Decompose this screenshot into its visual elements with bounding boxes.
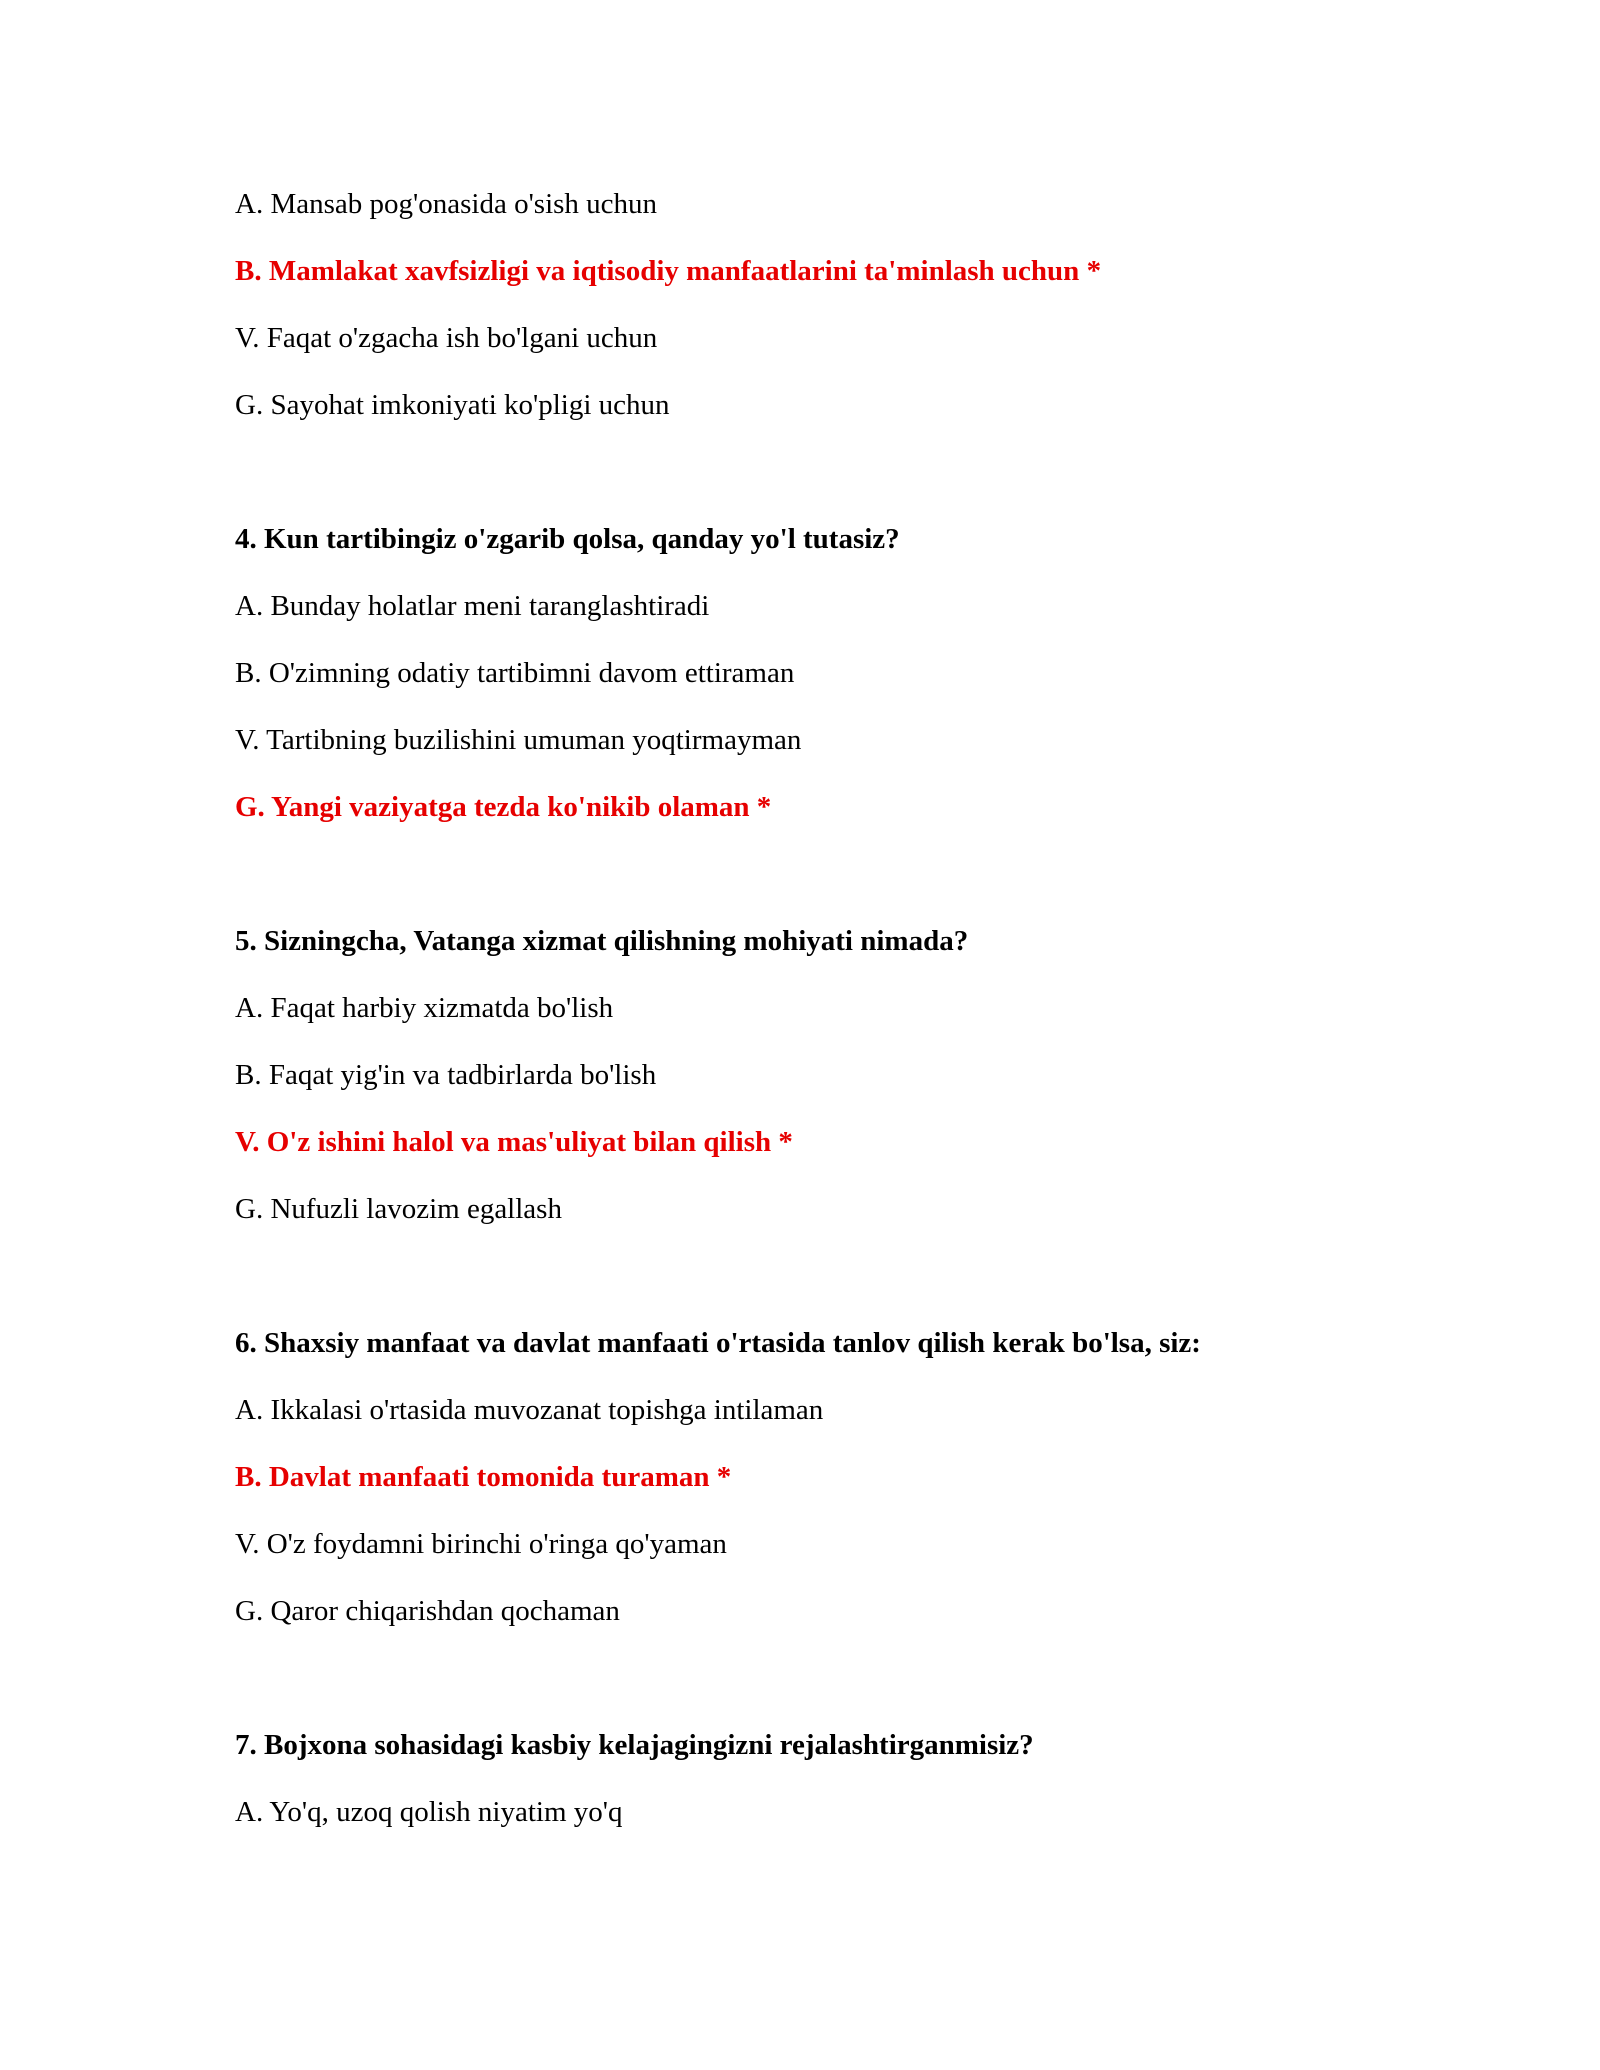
q4-option-b: B. O'zimning odatiy tartibimni davom ettiraman — [235, 657, 795, 689]
q5-option-b: B. Faqat yig'in va tadbirlarda bo'lish — [235, 1059, 657, 1091]
q4-question: 4. Kun tartibingiz o'zgarib qolsa, qanday yo'l tutasiz? — [235, 523, 900, 555]
q6-option-g: G. Qaror chiqarishdan qochaman — [235, 1595, 620, 1627]
q6-question: 6. Shaxsiy manfaat va davlat manfaati o'rtasida tanlov qilish kerak bo'lsa, siz: — [235, 1327, 1201, 1359]
q5-question: 5. Sizningcha, Vatanga xizmat qilishning mohiyati nimada? — [235, 925, 969, 957]
q5-option-a: A. Faqat harbiy xizmatda bo'lish — [235, 992, 614, 1024]
q4-option-v: V. Tartibning buzilishini umuman yoqtirmayman — [235, 724, 802, 756]
q7-question: 7. Bojxona sohasidagi kasbiy kelajagingizni rejalashtirganmisiz? — [235, 1729, 1034, 1761]
q6-option-a: A. Ikkalasi o'rtasida muvozanat topishga intilaman — [235, 1394, 824, 1426]
q5-option-v-correct: V. O'z ishini halol va mas'uliyat bilan qilish * — [235, 1126, 793, 1158]
q4-option-g-correct: G. Yangi vaziyatga tezda ko'nikib olaman * — [235, 791, 772, 823]
q3-option-b-correct: B. Mamlakat xavfsizligi va iqtisodiy manfaatlarini ta'minlash uchun * — [235, 255, 1102, 287]
q4-option-a: A. Bunday holatlar meni taranglashtiradi — [235, 590, 710, 622]
q3-option-a: A. Mansab pog'onasida o'sish uchun — [235, 188, 658, 220]
q3-option-g: G. Sayohat imkoniyati ko'pligi uchun — [235, 389, 670, 421]
q6-option-b-correct: B. Davlat manfaati tomonida turaman * — [235, 1461, 732, 1493]
q5-option-g: G. Nufuzli lavozim egallash — [235, 1193, 562, 1225]
q3-option-v: V. Faqat o'zgacha ish bo'lgani uchun — [235, 322, 658, 354]
q7-option-a: A. Yo'q, uzoq qolish niyatim yo'q — [235, 1796, 623, 1828]
q6-option-v: V. O'z foydamni birinchi o'ringa qo'yaman — [235, 1528, 727, 1560]
